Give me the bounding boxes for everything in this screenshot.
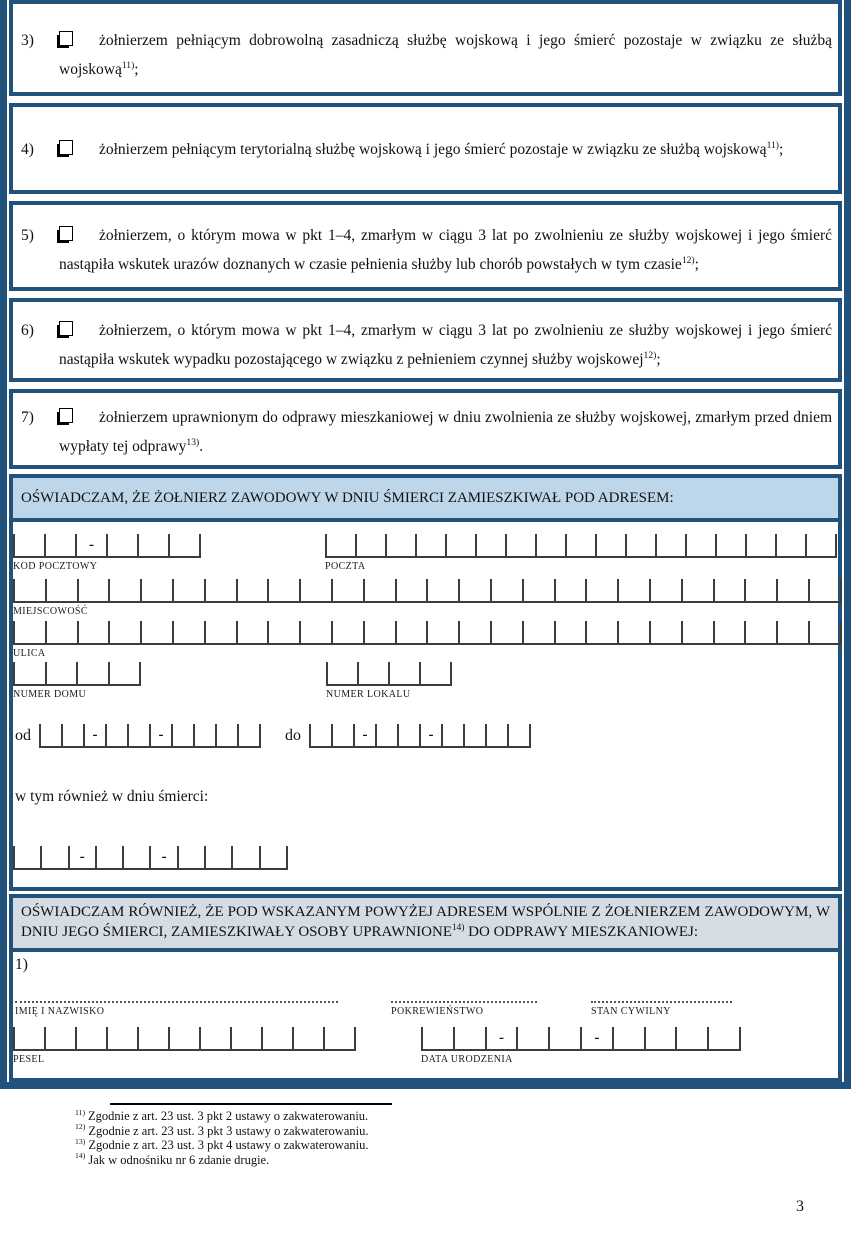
name-write-line[interactable] [15, 984, 338, 1003]
declaration-address-box [9, 474, 842, 891]
comb-dash-cell: - [355, 724, 377, 746]
comb-dash-cell: - [487, 1027, 519, 1049]
comb-cell[interactable] [42, 846, 69, 868]
comb-cell[interactable] [390, 662, 421, 684]
postal-code-comb [13, 534, 201, 558]
comb-cell[interactable] [170, 534, 201, 556]
comb-cell[interactable] [492, 579, 524, 601]
postal-code-field [13, 534, 201, 572]
comb-dash-cell: - [582, 1027, 614, 1049]
item-3 [13, 26, 838, 84]
comb-cell[interactable] [651, 579, 683, 601]
item-7 [13, 403, 838, 461]
item-7-box [9, 389, 842, 469]
comb-cell[interactable] [15, 621, 47, 643]
comb-cell[interactable] [683, 621, 715, 643]
comb-cell[interactable] [108, 1027, 139, 1049]
pesel-label: PESEL [13, 1054, 45, 1065]
comb-cell[interactable] [567, 534, 597, 556]
comb-cell[interactable] [619, 621, 651, 643]
address-form [13, 522, 838, 887]
declaration2-header: OŚWIADCZAM RÓWNIEŻ, ŻE POD WSKAZANYM POWYŻEJ ADRESEM WSPÓLNIE Z ŻOŁNIERZEM ZAWODOWYM, W DNIU JEGO ŚMIERCI, ZAMIESZKIWAŁY OSOBY UPRAWNIONE$^{14)}$ DO ODPRAWY MIESZKANIOWEJ: [13, 898, 838, 952]
item-7-number: 7) [21, 409, 34, 426]
birth-date-label: DATA URODZENIA [421, 1054, 513, 1065]
house-number-label: NUMER DOMU [13, 689, 87, 700]
comb-cell[interactable] [170, 1027, 201, 1049]
comb-cell[interactable] [173, 724, 195, 746]
comb-cell[interactable] [397, 579, 429, 601]
apartment-number-label: NUMER LOKALU [326, 689, 411, 700]
comb-cell[interactable] [587, 579, 619, 601]
comb-cell[interactable] [359, 662, 390, 684]
apartment-number-field [326, 662, 452, 700]
footnote-ref-12: 12) [643, 349, 657, 361]
comb-cell[interactable] [597, 534, 627, 556]
item-5 [13, 221, 838, 279]
comb-cell[interactable] [78, 662, 110, 684]
footnote-14: $^{14)}$ Jak w odnośniku nr 6 zdanie drugie. [75, 1151, 270, 1167]
item-4 [13, 135, 838, 164]
comb-cell[interactable] [778, 579, 810, 601]
checkbox-icon[interactable] [59, 321, 73, 336]
street-field [13, 621, 842, 659]
comb-cell[interactable] [233, 846, 260, 868]
comb-cell[interactable] [63, 724, 85, 746]
comb-cell[interactable] [41, 724, 63, 746]
comb-cell[interactable] [357, 534, 387, 556]
comb-cell[interactable] [443, 724, 465, 746]
birth-date-comb [421, 1027, 741, 1051]
comb-cell[interactable] [269, 579, 301, 601]
comb-cell[interactable] [477, 534, 507, 556]
comb-cell[interactable] [455, 1027, 487, 1049]
item-5-box [9, 201, 842, 291]
street-comb [13, 621, 842, 645]
comb-dash-cell: - [151, 724, 173, 746]
comb-dash-cell: - [85, 724, 107, 746]
comb-cell[interactable] [201, 1027, 232, 1049]
checkbox-icon[interactable] [59, 31, 73, 46]
post-office-comb [325, 534, 837, 558]
comb-cell[interactable] [174, 621, 206, 643]
kinship-label: POKREWIEŃSTWO [391, 1006, 484, 1017]
comb-cell[interactable] [365, 579, 397, 601]
comb-cell[interactable] [399, 724, 421, 746]
comb-dash-cell: - [77, 534, 108, 556]
comb-cell[interactable] [325, 1027, 356, 1049]
item-7-text: żołnierzem uprawnionym do odprawy mieszkaniowej w dniu zwolnienia ze służby wojskowej, zmarłym przed dniem wypłaty tej odprawy$^{13)}$. [59, 409, 832, 455]
footnote-ref-14: 14) [452, 923, 465, 933]
comb-dash-cell: - [421, 724, 443, 746]
street-label: ULICA [13, 648, 46, 659]
comb-cell[interactable] [447, 534, 477, 556]
comb-cell[interactable] [110, 579, 142, 601]
comb-cell[interactable] [428, 621, 460, 643]
item-6 [13, 316, 838, 374]
comb-cell[interactable] [717, 534, 747, 556]
comb-cell[interactable] [365, 621, 397, 643]
comb-cell[interactable] [108, 534, 139, 556]
comb-cell[interactable] [179, 846, 206, 868]
comb-cell[interactable] [263, 1027, 294, 1049]
comb-cell[interactable] [261, 846, 288, 868]
item-3-box [9, 0, 842, 96]
comb-cell[interactable] [15, 579, 47, 601]
footnote-ref-12: 12) [681, 254, 695, 266]
comb-cell[interactable] [206, 579, 238, 601]
comb-cell[interactable] [174, 579, 206, 601]
comb-dash-cell: - [70, 846, 97, 868]
comb-cell[interactable] [232, 1027, 263, 1049]
comb-cell[interactable] [206, 621, 238, 643]
footnote-12: $^{12)}$ Zgodnie z art. 23 ust. 3 pkt 3 ustawy o zakwaterowaniu. [75, 1122, 369, 1138]
comb-cell[interactable] [627, 534, 657, 556]
marital-status-write-line[interactable] [591, 984, 732, 1003]
comb-cell[interactable] [333, 579, 365, 601]
comb-cell[interactable] [239, 724, 261, 746]
name-field [15, 984, 338, 1017]
comb-cell[interactable] [47, 621, 79, 643]
footnote-ref-11: 11) [121, 59, 135, 71]
comb-cell[interactable] [107, 724, 129, 746]
period-from-date-comb [39, 724, 261, 748]
comb-cell[interactable] [79, 621, 111, 643]
death-date-comb [13, 846, 288, 870]
comb-cell[interactable] [687, 534, 717, 556]
comb-cell[interactable] [465, 724, 487, 746]
name-label: IMIĘ I NAZWISKO [15, 1006, 105, 1017]
comb-cell[interactable] [524, 621, 556, 643]
comb-cell[interactable] [709, 1027, 741, 1049]
person-1-form [13, 952, 838, 1078]
comb-cell[interactable] [206, 846, 233, 868]
footnote-ref-13: 13) [186, 436, 200, 448]
comb-cell[interactable] [556, 579, 588, 601]
item-5-number: 5) [21, 227, 34, 244]
comb-cell[interactable] [810, 579, 842, 601]
city-label: MIEJSCOWOŚĆ [13, 606, 88, 617]
pesel-comb [13, 1027, 356, 1051]
marital-status-field [591, 984, 732, 1017]
comb-cell[interactable] [79, 579, 111, 601]
comb-cell[interactable] [139, 534, 170, 556]
comb-cell[interactable] [110, 662, 142, 684]
comb-cell[interactable] [587, 621, 619, 643]
footnote-11: $^{11)}$ Zgodnie z art. 23 ust. 3 pkt 2 ustawy o zakwaterowaniu. [75, 1107, 369, 1123]
comb-cell[interactable] [677, 1027, 709, 1049]
item-3-text: żołnierzem pełniącym dobrowolną zasadniczą służbę wojskową i jego śmierć pozostaje w związku ze służbą wojskową$^{11)}$; [59, 32, 832, 78]
comb-cell[interactable] [217, 724, 239, 746]
page-number: 3 [796, 1198, 804, 1215]
comb-cell[interactable] [810, 621, 842, 643]
declaration1-title: OŚWIADCZAM, ŻE ŻOŁNIERZ ZAWODOWY W DNIU ŚMIERCI ZAMIESZKIWAŁ POD ADRESEM: [21, 490, 674, 506]
declaration-residents-box [9, 894, 842, 1082]
comb-cell[interactable] [333, 621, 365, 643]
comb-cell[interactable] [15, 534, 46, 556]
comb-cell[interactable] [715, 579, 747, 601]
comb-cell[interactable] [47, 662, 79, 684]
period-to-label: do [285, 727, 301, 744]
footnotes [75, 1103, 851, 1167]
comb-cell[interactable] [195, 724, 217, 746]
comb-cell[interactable] [428, 579, 460, 601]
comb-cell[interactable] [807, 534, 837, 556]
comb-cell[interactable] [124, 846, 151, 868]
comb-cell[interactable] [651, 621, 683, 643]
comb-cell[interactable] [47, 579, 79, 601]
item-6-box [9, 298, 842, 382]
comb-cell[interactable] [537, 534, 567, 556]
comb-cell[interactable] [238, 579, 270, 601]
death-date-field [13, 846, 288, 870]
comb-cell[interactable] [421, 662, 452, 684]
comb-cell[interactable] [556, 621, 588, 643]
birth-date-field [421, 1027, 741, 1065]
pesel-field [13, 1027, 356, 1065]
comb-cell[interactable] [311, 724, 333, 746]
comb-cell[interactable] [417, 534, 447, 556]
post-office-field [325, 534, 837, 572]
comb-cell[interactable] [492, 621, 524, 643]
kinship-write-line[interactable] [391, 984, 537, 1003]
comb-cell[interactable] [777, 534, 807, 556]
comb-cell[interactable] [333, 724, 355, 746]
comb-cell[interactable] [142, 621, 174, 643]
comb-cell[interactable] [46, 534, 77, 556]
city-field [13, 579, 842, 617]
comb-cell[interactable] [269, 621, 301, 643]
period-to-date-comb [309, 724, 531, 748]
comb-cell[interactable] [15, 1027, 46, 1049]
comb-cell[interactable] [77, 1027, 108, 1049]
residence-period-row [15, 724, 531, 748]
declaration1-header [13, 478, 838, 522]
comb-cell[interactable] [518, 1027, 550, 1049]
comb-cell[interactable] [619, 579, 651, 601]
footnote-13: $^{13)}$ Zgodnie z art. 23 ust. 3 pkt 4 ustawy o zakwaterowaniu. [75, 1136, 369, 1152]
house-number-field [13, 662, 141, 700]
comb-cell[interactable] [509, 724, 531, 746]
comb-cell[interactable] [524, 579, 556, 601]
checkbox-icon[interactable] [59, 408, 73, 423]
comb-cell[interactable] [746, 621, 778, 643]
comb-cell[interactable] [657, 534, 687, 556]
item-4-box [9, 103, 842, 194]
comb-cell[interactable] [139, 1027, 170, 1049]
comb-cell[interactable] [387, 534, 417, 556]
item-3-number: 3) [21, 32, 34, 49]
comb-cell[interactable] [97, 846, 124, 868]
death-day-note: w tym również w dniu śmierci: [15, 788, 209, 805]
comb-cell[interactable] [301, 621, 333, 643]
comb-cell[interactable] [327, 534, 357, 556]
checkbox-icon[interactable] [59, 140, 73, 155]
city-comb [13, 579, 842, 603]
comb-cell[interactable] [15, 662, 47, 684]
marital-status-label: STAN CYWILNY [591, 1006, 671, 1017]
item-6-text: żołnierzem, o którym mowa w pkt 1–4, zmarłym w ciągu 3 lat po zwolnieniu ze służby wojskowej i jego śmierć nastąpiła wskutek wypadku pozostającego w związku z pełnieniem czynnej służby wojskowej$^{12)}$; [59, 322, 832, 368]
comb-cell[interactable] [46, 1027, 77, 1049]
comb-cell[interactable] [646, 1027, 678, 1049]
comb-cell[interactable] [238, 621, 270, 643]
postal-code-label: KOD POCZTOWY [13, 561, 98, 572]
comb-cell[interactable] [328, 662, 359, 684]
person-1-index: 1) [15, 956, 28, 973]
comb-cell[interactable] [423, 1027, 455, 1049]
comb-cell[interactable] [778, 621, 810, 643]
comb-cell[interactable] [129, 724, 151, 746]
post-office-label: POCZTA [325, 561, 366, 572]
comb-cell[interactable] [460, 621, 492, 643]
item-5-text: żołnierzem, o którym mowa w pkt 1–4, zmarłym w ciągu 3 lat po zwolnieniu ze służby wojskowej i jego śmierć nastąpiła wskutek urazów doznanych w czasie pełnienia służby lub chorób powstałych w tym czasie$^{12)}$; [59, 227, 832, 273]
comb-cell[interactable] [746, 579, 778, 601]
comb-cell[interactable] [614, 1027, 646, 1049]
comb-cell[interactable] [15, 846, 42, 868]
item-4-text: żołnierzem pełniącym terytorialną służbę wojskową i jego śmierć pozostaje w związku ze służbą wojskową$^{11)}$; [99, 139, 784, 158]
comb-cell[interactable] [294, 1027, 325, 1049]
comb-cell[interactable] [550, 1027, 582, 1049]
comb-cell[interactable] [110, 621, 142, 643]
item-6-number: 6) [21, 322, 34, 339]
house-number-comb [13, 662, 141, 686]
comb-cell[interactable] [377, 724, 399, 746]
item-4-number: 4) [21, 141, 34, 158]
footnote-separator [110, 1103, 392, 1105]
apartment-number-comb [326, 662, 452, 686]
comb-dash-cell: - [151, 846, 178, 868]
period-from-label: od [15, 727, 31, 744]
kinship-field [391, 984, 537, 1017]
comb-cell[interactable] [747, 534, 777, 556]
footnote-ref-11: 11) [766, 139, 779, 151]
comb-cell[interactable] [301, 579, 333, 601]
comb-cell[interactable] [683, 579, 715, 601]
comb-cell[interactable] [487, 724, 509, 746]
comb-cell[interactable] [142, 579, 174, 601]
comb-cell[interactable] [460, 579, 492, 601]
comb-cell[interactable] [715, 621, 747, 643]
comb-cell[interactable] [507, 534, 537, 556]
checkbox-icon[interactable] [59, 226, 73, 241]
comb-cell[interactable] [397, 621, 429, 643]
